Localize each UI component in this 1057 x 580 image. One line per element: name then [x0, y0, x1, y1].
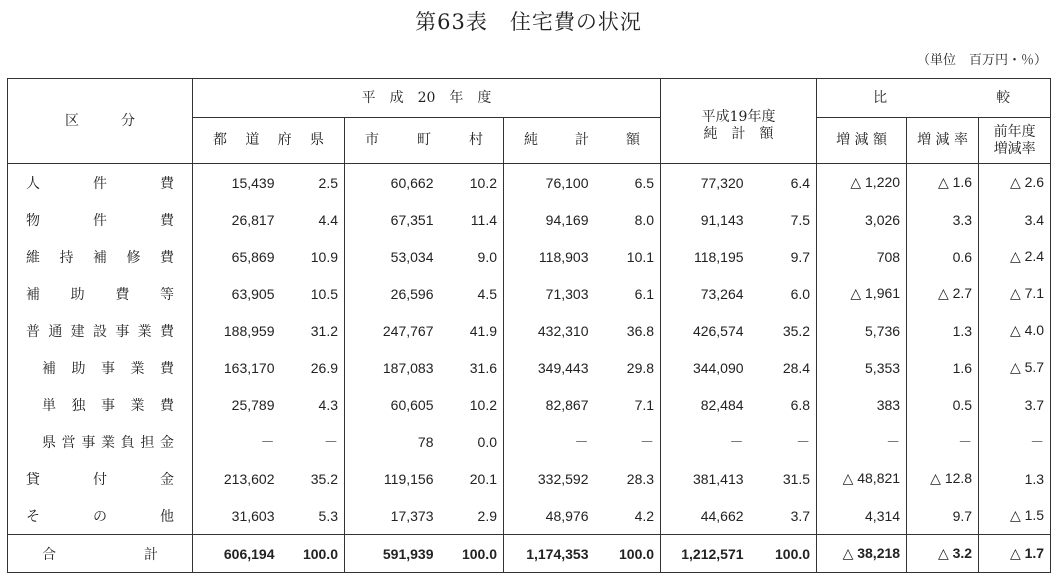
cell-net-ratio: 6.1	[595, 275, 661, 312]
header-prefecture-c1: 都	[213, 132, 227, 148]
cell-pref-ratio: 26.9	[281, 349, 345, 386]
header-fy19	[661, 79, 817, 164]
cell-net-ratio: 28.3	[595, 460, 661, 497]
cell-net-amount: 82,867	[545, 396, 589, 413]
cell-muni-amount: 67,351	[390, 211, 434, 228]
row-label: 補助費等	[8, 275, 193, 312]
cell-net-ratio: 4.2	[595, 497, 661, 535]
cell-net-amount: 349,443	[537, 359, 589, 376]
cell-change-rate: 0.5	[907, 386, 979, 423]
cell-muni-amount: 26,596	[390, 285, 434, 302]
cell-net-amount: 76,100	[545, 174, 589, 191]
cell-change-rate: △ 12.8	[907, 460, 979, 497]
cell-fy19-ratio: 3.7	[750, 497, 817, 535]
cell-net-amount: 94,169	[545, 211, 589, 228]
cell-muni-ratio: 9.0	[440, 238, 504, 275]
cell-prev-change-rate: △ 1.7	[979, 535, 1051, 573]
table-row	[8, 460, 1051, 497]
cell-change-amount: 708	[817, 238, 907, 275]
header-municipality	[345, 118, 504, 164]
header-fy19-line1: 平成19年度	[701, 109, 776, 125]
cell-change-rate: －	[907, 423, 979, 460]
cell-change-rate: 3.3	[907, 201, 979, 238]
cell-pref-ratio: 10.9	[281, 238, 345, 275]
cell-fy19-amount: 426,574	[692, 322, 744, 339]
header-fy19-line2: 純 計 額	[703, 126, 774, 142]
cell-fy19-ratio: 35.2	[750, 312, 817, 349]
cell-net-ratio: －	[595, 423, 661, 460]
cell-pref-ratio: 2.5	[281, 164, 345, 202]
cell-fy19-amount: 344,090	[692, 359, 744, 376]
cell-muni-amount: 53,034	[390, 248, 434, 265]
row-label: 県営事業負担金	[8, 423, 193, 460]
cell-muni-ratio: 0.0	[440, 423, 504, 460]
cell-muni-ratio: 11.4	[440, 201, 504, 238]
cell-net-amount: 332,592	[537, 470, 589, 487]
header-municipality-c3: 村	[469, 132, 483, 148]
header-municipality-c2: 町	[417, 132, 431, 148]
header-prev-change-rate-1: 前年度	[993, 123, 1036, 140]
table-row	[8, 423, 1051, 460]
cell-muni-amount: 119,156	[383, 470, 434, 487]
cell-fy19-amount: 381,413	[692, 470, 744, 487]
table-row	[8, 238, 1051, 275]
cell-prev-change-rate: 3.7	[979, 386, 1051, 423]
cell-muni-amount: 60,662	[390, 174, 434, 191]
cell-pref-ratio: 31.2	[281, 312, 345, 349]
cell-net-ratio: 36.8	[595, 312, 661, 349]
cell-prev-change-rate: △ 4.0	[979, 312, 1051, 349]
table-row	[8, 275, 1051, 312]
cell-fy19-amount: 77,320	[700, 174, 744, 191]
cell-fy19-ratio: 28.4	[750, 349, 817, 386]
header-net-total-c1: 純	[524, 132, 538, 148]
cell-net-ratio: 10.1	[595, 238, 661, 275]
cell-change-amount: 4,314	[817, 497, 907, 535]
cell-net-ratio: 6.5	[595, 164, 661, 202]
cell-muni-amount: 60,605	[390, 396, 434, 413]
cell-muni-ratio: 41.9	[440, 312, 504, 349]
cell-net-amount: －	[574, 433, 589, 450]
cell-muni-amount: 247,767	[382, 322, 434, 339]
cell-change-amount: △ 1,220	[817, 164, 907, 202]
table-row	[8, 497, 1051, 535]
cell-pref-amount: 26,817	[231, 211, 275, 228]
cell-net-amount: 48,976	[545, 507, 589, 524]
cell-change-amount: 5,736	[817, 312, 907, 349]
cell-net-amount: 71,303	[545, 285, 589, 302]
cell-muni-ratio: 20.1	[440, 460, 504, 497]
cell-fy19-amount: 118,195	[693, 248, 744, 265]
cell-fy19-amount: 82,484	[700, 396, 744, 413]
table-row	[8, 164, 1051, 202]
cell-change-rate: △ 3.2	[907, 535, 979, 573]
header-prev-change-rate-2: 増減率	[993, 140, 1036, 157]
cell-fy19-ratio: 7.5	[750, 201, 817, 238]
row-label: 人件費	[8, 164, 193, 202]
header-change-amount: 増 減 額	[817, 118, 907, 164]
cell-fy19-amount: 44,662	[700, 507, 744, 524]
cell-muni-amount: 17,373	[390, 507, 434, 524]
cell-muni-ratio: 10.2	[440, 386, 504, 423]
header-comparison-2: 較	[996, 89, 1011, 106]
cell-pref-amount: －	[260, 433, 275, 450]
header-prev-change-rate	[979, 118, 1051, 164]
cell-muni-amount: 187,083	[382, 359, 434, 376]
cell-pref-amount: 213,602	[223, 470, 275, 487]
cell-prev-change-rate: －	[979, 423, 1051, 460]
cell-net-amount: 432,310	[537, 322, 589, 339]
header-change-rate: 増 減 率	[907, 118, 979, 164]
cell-net-ratio: 7.1	[595, 386, 661, 423]
cell-pref-amount: 163,170	[223, 359, 275, 376]
table-row	[8, 535, 1051, 573]
cell-pref-amount: 65,869	[231, 248, 275, 265]
cell-change-rate: 9.7	[907, 497, 979, 535]
cell-muni-ratio: 10.2	[440, 164, 504, 202]
cell-prev-change-rate: △ 2.6	[979, 164, 1051, 202]
cell-pref-amount: 25,789	[231, 396, 275, 413]
header-kubun: 区 分	[8, 79, 193, 164]
cell-pref-amount: 63,905	[231, 285, 275, 302]
cell-change-amount: △ 38,218	[817, 535, 907, 573]
housing-cost-table	[7, 78, 1051, 573]
table-row	[8, 312, 1051, 349]
header-net-total-c3: 額	[626, 132, 641, 148]
header-fy20: 平 成 20 年 度	[193, 79, 661, 118]
cell-muni-ratio: 4.5	[440, 275, 504, 312]
row-label: 補助事業費	[8, 349, 193, 386]
cell-muni-amount: 591,939	[345, 535, 440, 573]
row-label: 維持補修費	[8, 238, 193, 275]
cell-muni-ratio: 2.9	[440, 497, 504, 535]
cell-net-amount: 118,903	[538, 248, 589, 265]
cell-net-ratio: 100.0	[595, 535, 661, 573]
row-label: 単独事業費	[8, 386, 193, 423]
cell-prev-change-rate: 1.3	[979, 460, 1051, 497]
table-title: 第63表 住宅費の状況	[415, 10, 642, 34]
cell-change-amount: 3,026	[817, 201, 907, 238]
cell-pref-ratio: 4.3	[281, 386, 345, 423]
cell-prev-change-rate: △ 1.5	[979, 497, 1051, 535]
cell-prev-change-rate: △ 5.7	[979, 349, 1051, 386]
header-net-total	[504, 118, 661, 164]
cell-prev-change-rate: 3.4	[979, 201, 1051, 238]
cell-net-ratio: 29.8	[595, 349, 661, 386]
header-net-total-c2: 計	[575, 132, 590, 148]
cell-change-rate: △ 2.7	[907, 275, 979, 312]
table-row	[8, 349, 1051, 386]
cell-muni-amount: 78	[417, 433, 434, 450]
header-comparison-1: 比	[873, 89, 888, 106]
cell-change-amount: 5,353	[817, 349, 907, 386]
cell-fy19-amount: 73,264	[700, 285, 744, 302]
cell-change-amount: 383	[817, 386, 907, 423]
cell-prev-change-rate: △ 2.4	[979, 238, 1051, 275]
cell-pref-amount: 31,603	[231, 507, 275, 524]
cell-fy19-ratio: 6.0	[750, 275, 817, 312]
cell-change-amount: △ 1,961	[817, 275, 907, 312]
cell-fy19-amount: 91,143	[700, 211, 744, 228]
header-comparison	[817, 79, 1051, 118]
cell-muni-ratio: 100.0	[440, 535, 504, 573]
cell-muni-ratio: 31.6	[440, 349, 504, 386]
cell-fy19-ratio: －	[750, 423, 817, 460]
cell-change-rate: 0.6	[907, 238, 979, 275]
unit-note: （単位 百万円・％）	[916, 53, 1047, 68]
cell-fy19-ratio: 100.0	[750, 535, 817, 573]
cell-fy19-ratio: 6.4	[750, 164, 817, 202]
cell-pref-amount: 188,959	[223, 322, 275, 339]
row-label: その他	[8, 497, 193, 535]
cell-pref-amount: 15,439	[231, 174, 275, 191]
cell-fy19-ratio: 9.7	[750, 238, 817, 275]
row-label: 普通建設事業費	[8, 312, 193, 349]
header-prefecture-c3: 府	[277, 132, 292, 148]
cell-fy19-ratio: 31.5	[750, 460, 817, 497]
cell-change-rate: 1.6	[907, 349, 979, 386]
cell-fy19-amount: 1,212,571	[661, 535, 750, 573]
cell-fy19-amount: －	[729, 433, 744, 450]
row-label: 貸付金	[8, 460, 193, 497]
cell-net-amount: 1,174,353	[504, 535, 595, 573]
header-prefecture-c2: 道	[245, 132, 260, 148]
cell-pref-ratio: 100.0	[281, 535, 345, 573]
header-prefecture	[193, 118, 345, 164]
cell-pref-amount: 606,194	[193, 535, 281, 573]
table-row	[8, 201, 1051, 238]
cell-pref-ratio: 35.2	[281, 460, 345, 497]
cell-pref-ratio: 10.5	[281, 275, 345, 312]
cell-pref-ratio: －	[281, 423, 345, 460]
row-label: 物件費	[8, 201, 193, 238]
cell-pref-ratio: 5.3	[281, 497, 345, 535]
table-row	[8, 386, 1051, 423]
cell-net-ratio: 8.0	[595, 201, 661, 238]
cell-change-rate: △ 1.6	[907, 164, 979, 202]
row-label: 合計	[8, 535, 193, 573]
cell-fy19-ratio: 6.8	[750, 386, 817, 423]
header-prefecture-c4: 県	[309, 132, 324, 148]
cell-change-rate: 1.3	[907, 312, 979, 349]
cell-change-amount: △ 48,821	[817, 460, 907, 497]
cell-pref-ratio: 4.4	[281, 201, 345, 238]
header-municipality-c1: 市	[365, 132, 379, 148]
cell-change-amount: －	[817, 423, 907, 460]
cell-prev-change-rate: △ 7.1	[979, 275, 1051, 312]
